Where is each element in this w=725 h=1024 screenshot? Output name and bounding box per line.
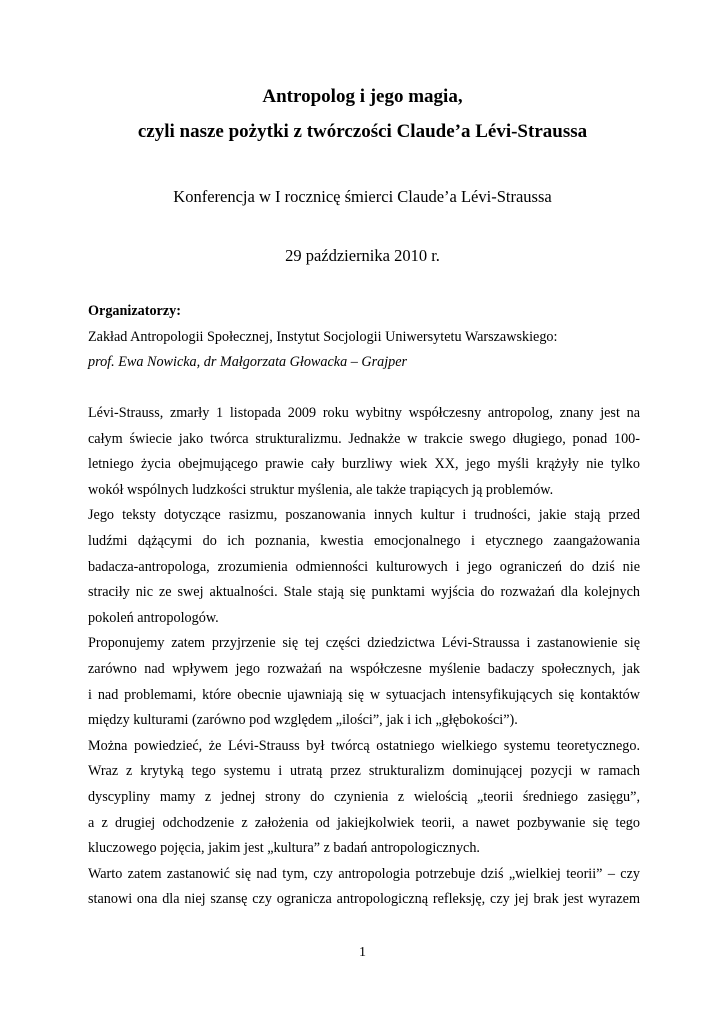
paragraph-line: kluczowego pojęcia, jakim jest „kultura” z badań antropologicznych. <box>88 840 480 857</box>
paragraph-line: badacza-antropologa, zrozumienia odmienności kulturowych i jego ograniczeń do dziś nie <box>88 558 640 575</box>
paragraph-line: zarówno nad wpływem jego rozważań na współczesne myślenie badaczy społecznych, jak <box>88 660 640 677</box>
document-title-line-1: Antropolog i jego magia, <box>262 86 463 107</box>
conference-date: 29 października 2010 r. <box>285 246 440 265</box>
paragraph-line: ludźmi dążącymi do ich poznania, kwestia emocjonalnego i etycznego zaangażowania <box>88 532 640 549</box>
document-title-line-2: czyli nasze pożytki z twórczości Claude’a Lévi-Straussa <box>137 121 588 142</box>
paragraph-line: między kulturami (zarówno pod względem „ilości”, jak i ich „głębokości”). <box>88 712 518 729</box>
paragraph-line: całym świecie jako twórca strukturalizmu. Jednakże w trakcie swego długiego, ponad 100- <box>88 430 640 447</box>
paragraph-line: letniego życia obejmującego prawie cały burzliwy wiek XX, jego myśli krążyły nie tylko <box>88 456 640 473</box>
paragraph-line: dyscypliny mamy z jednej strony do czynienia z wielością „teorii średniego zasięgu”, <box>88 788 640 805</box>
body-paragraph <box>88 862 640 913</box>
paragraph-line: Warto zatem zastanowić się nad tym, czy antropologia potrzebuje dziś „wielkiej teorii” – czy <box>88 865 640 882</box>
body-paragraph <box>88 401 640 503</box>
paragraph-line: stanowi ona dla niej szansę czy ogranicza antropologiczną refleksję, czy jej brak jest wyrazem <box>88 891 640 908</box>
paragraph-line: i nad problemami, które obecnie ujawniają się w sytuacjach intensyfikujących się kontaktów <box>88 686 640 703</box>
body-paragraph <box>88 503 640 631</box>
page-number: 1 <box>359 945 366 960</box>
paragraph-line: Proponujemy zatem przyjrzenie się tej części dziedzictwa Lévi-Straussa i zastanowienie się <box>88 635 640 652</box>
organizers-label: Organizatorzy: <box>88 303 181 319</box>
body-paragraph <box>88 734 640 862</box>
body-text <box>88 401 640 913</box>
organizers-institution: Zakład Antropologii Społecznej, Instytut Socjologii Uniwersytetu Warszawskiego: <box>88 328 558 345</box>
paragraph-line: straciły nic ze swej aktualności. Stale stają się punktami wyjścia do rozważań dla kolejnych <box>88 584 640 601</box>
conference-subtitle: Konferencja w I rocznicę śmierci Claude’a Lévi-Straussa <box>173 187 552 206</box>
organizers-section <box>88 299 640 376</box>
paragraph-line: Wraz z krytyką tego systemu i utratą przez strukturalizm dominującej pozycji w ramach <box>88 763 640 780</box>
paragraph-line: Lévi-Strauss, zmarły 1 listopada 2009 roku wybitny współczesny antropolog, znany jest na <box>88 405 640 421</box>
paragraph-line: Jego teksty dotyczące rasizmu, poszanowania innych kultur i trudności, jakie stają przed <box>88 507 640 524</box>
organizers-people: prof. Ewa Nowicka, dr Małgorzata Głowacka – Grajper <box>88 354 408 371</box>
body-paragraph <box>88 631 640 733</box>
paragraph-line: pokoleń antropologów. <box>88 609 219 626</box>
paragraph-line: a z drugiej odchodzenie z założenia od jakiejkolwiek teorii, a nawet pozbywanie się tego <box>88 814 640 831</box>
paragraph-line: wokół wspólnych ludzkości struktur myślenia, ale także trapiących ją problemów. <box>88 481 554 498</box>
paragraph-line: Można powiedzieć, że Lévi-Strauss był twórcą ostatniego wielkiego systemu teoretycznego. <box>88 737 640 754</box>
